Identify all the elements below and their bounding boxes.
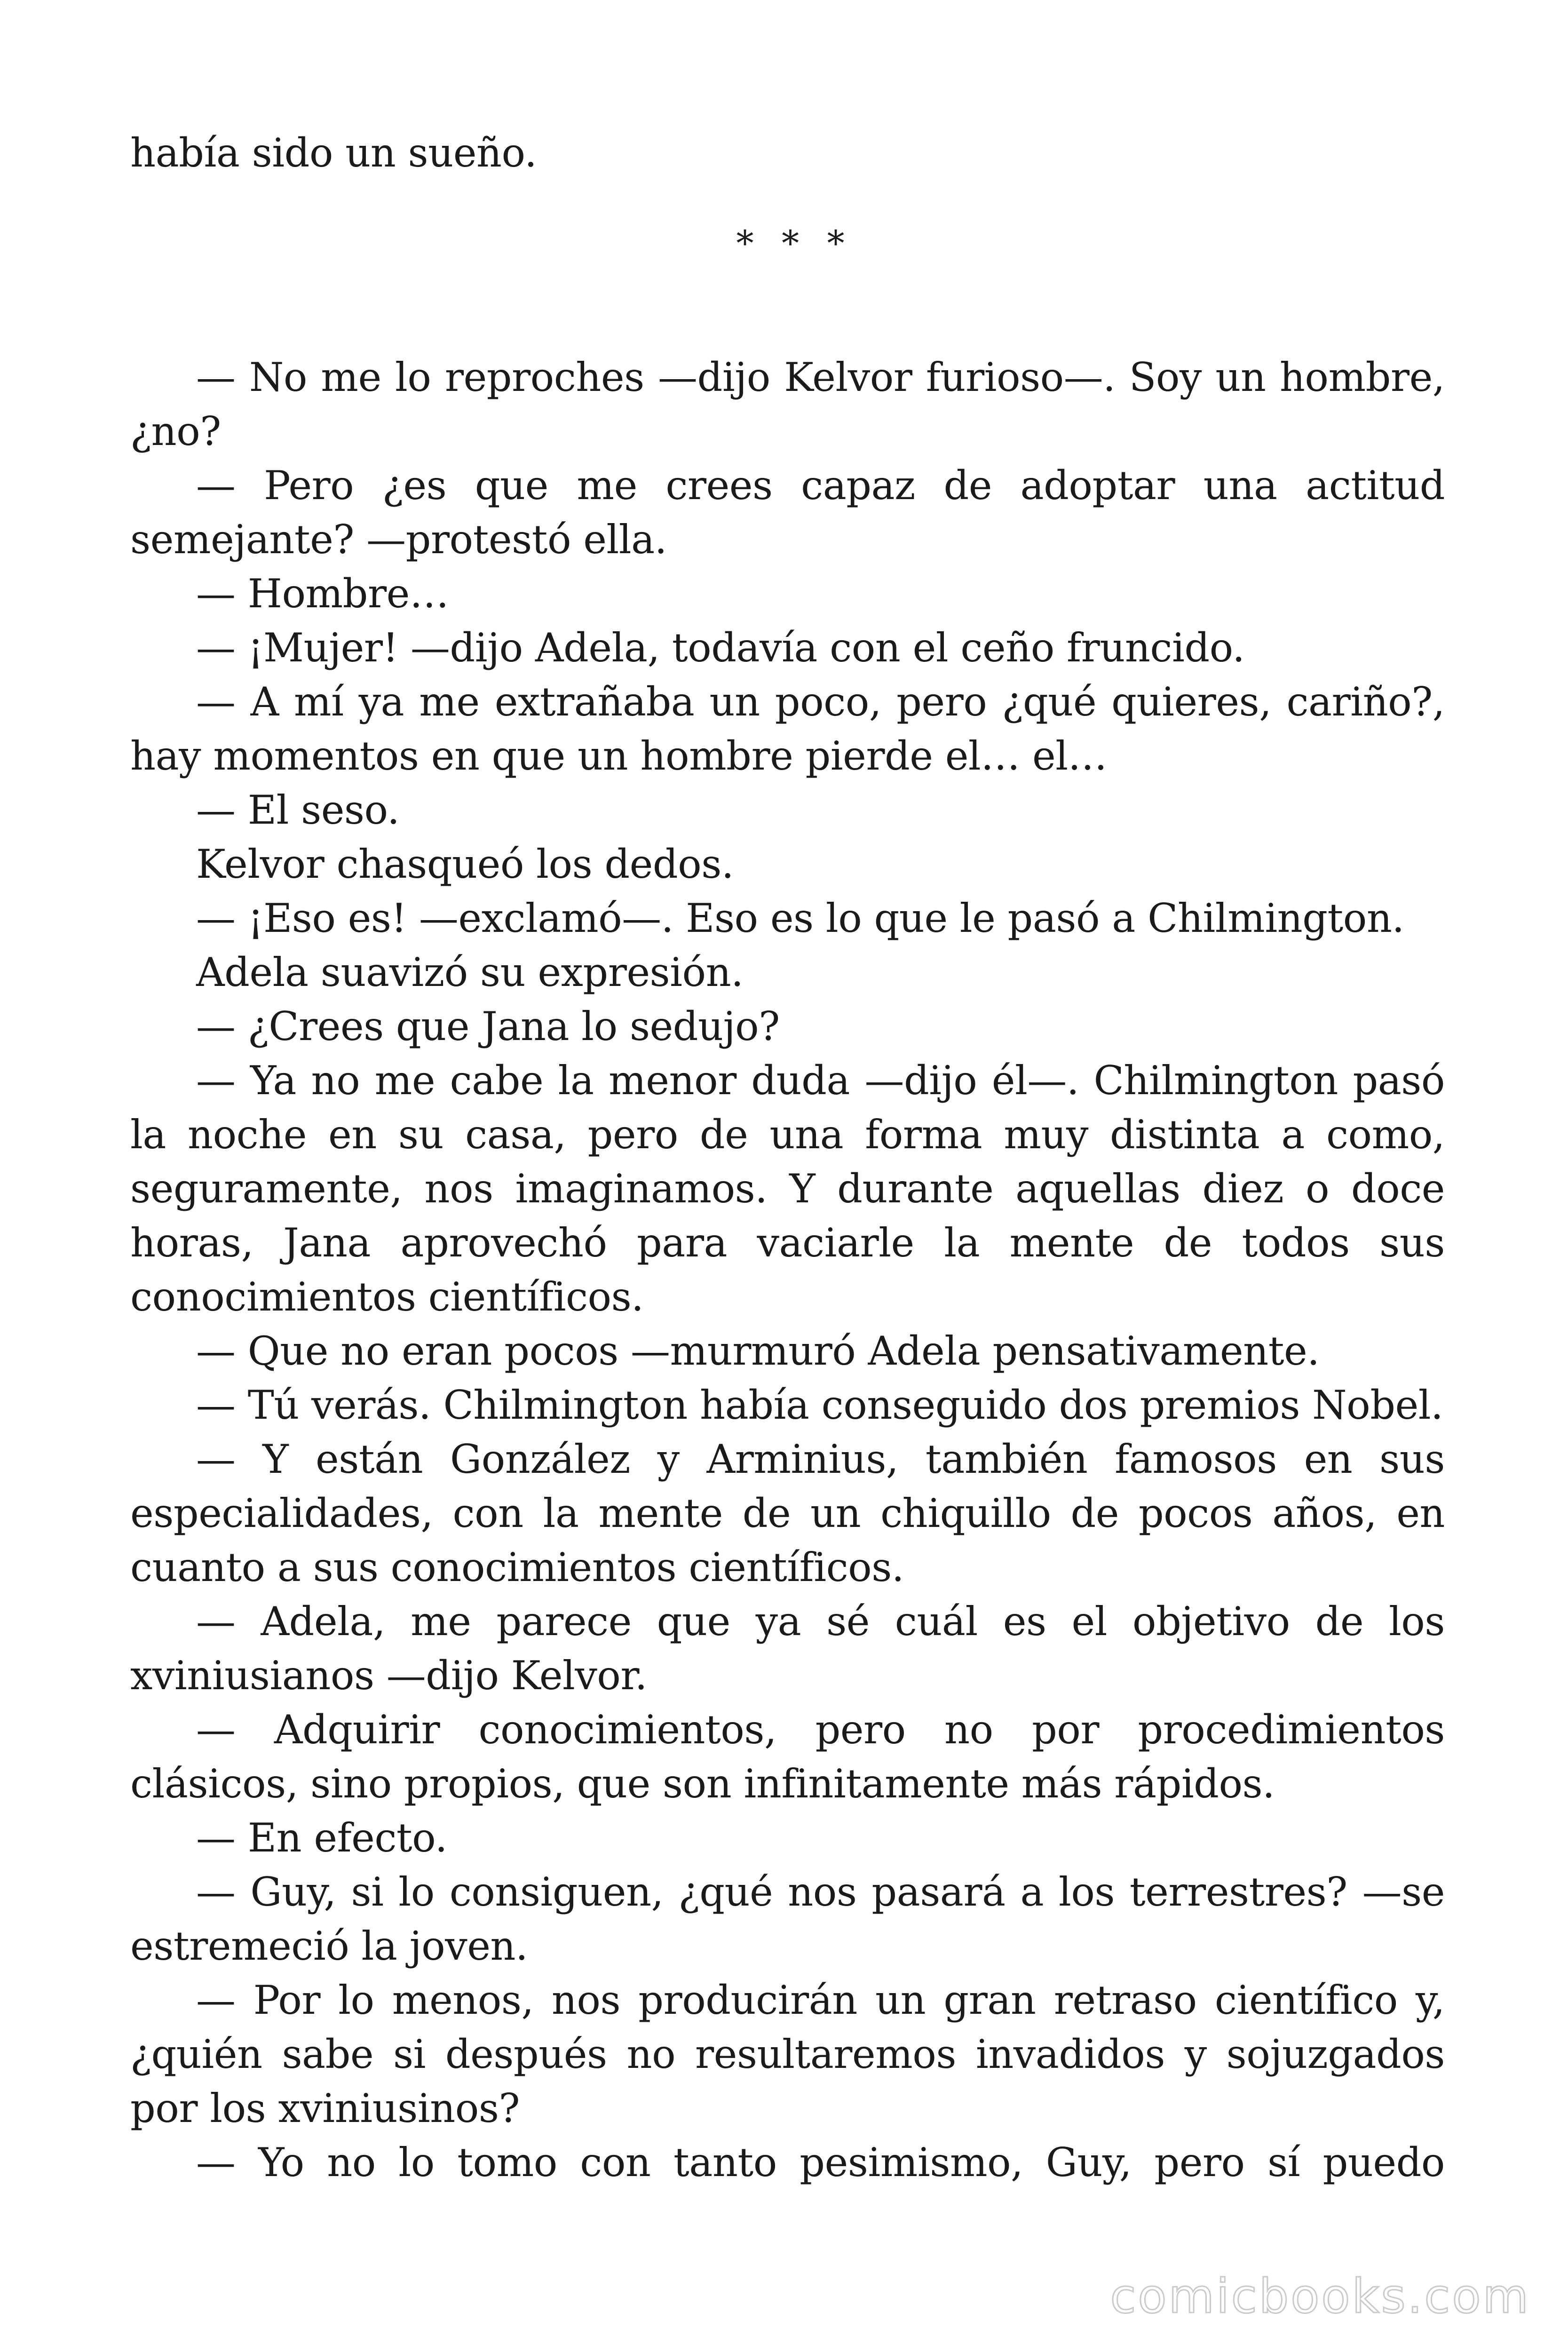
dialogue-paragraph: — A mí ya me extrañaba un poco, pero ¿qué quieres, cariño?, hay momentos en que un hombre pierde el… el… — [130, 679, 1445, 779]
dialogue-paragraph: — Guy, si lo consiguen, ¿qué nos pasará a los terrestres? —se estremeció la joven. — [130, 1869, 1445, 1969]
book-page-text — [130, 126, 1445, 2190]
dialogue-paragraph: — ¿Crees que Jana lo sedujo? — [196, 1003, 780, 1049]
narrative-paragraph: Adela suavizó su expresión. — [196, 949, 744, 995]
dialogue-paragraph: — Adquirir conocimientos, pero no por procedimientos clásicos, sino propios, que son infinitamente más rápidos. — [130, 1707, 1445, 1807]
dialogue-paragraph: — Pero ¿es que me crees capaz de adoptar una actitud semejante? —protestó ella. — [130, 462, 1445, 563]
dialogue-paragraph: — Tú verás. Chilmington había conseguido dos premios Nobel. — [196, 1382, 1443, 1428]
site-watermark: comicbooks.com — [1110, 2269, 1530, 2324]
dialogue-paragraph: — No me lo reproches —dijo Kelvor furioso—. Soy un hombre, ¿no? — [130, 354, 1445, 454]
scene-break-separator: * * * — [736, 223, 853, 264]
dialogue-paragraph: — Hombre… — [196, 571, 449, 617]
dialogue-paragraph: — Ya no me cabe la menor duda —dijo él—. Chilmington pasó la noche en su casa, pero de una forma muy distinta a como, seguramente, nos imaginamos. Y durante aquellas diez o doce horas, Jana aprovechó para vaciarle la mente de todos sus conocimientos científicos. — [130, 1057, 1445, 1320]
dialogue-paragraph: — En efecto. — [196, 1815, 447, 1861]
dialogue-paragraph: — ¡Eso es! —exclamó—. Eso es lo que le pasó a Chilmington. — [196, 895, 1404, 941]
dialogue-paragraph: — El seso. — [196, 787, 400, 833]
dialogue-paragraph: — Que no eran pocos —murmuró Adela pensativamente. — [196, 1328, 1320, 1374]
dialogue-paragraph: — Y están González y Arminius, también famosos en sus especialidades, con la mente de un chiquillo de pocos años, en cuanto a sus conocimientos científicos. — [130, 1436, 1445, 1590]
paragraph-continuation: había sido un sueño. — [130, 130, 537, 176]
dialogue-paragraph-cut: — Yo no lo tomo con tanto pesimismo, Guy, pero sí puedo — [196, 2139, 1445, 2185]
narrative-paragraph: Kelvor chasqueó los dedos. — [196, 841, 734, 887]
dialogue-paragraph: — Por lo menos, nos producirán un gran retraso científico y, ¿quién sabe si después no resultaremos invadidos y sojuzgados por los xviniusinos? — [130, 1977, 1445, 2131]
dialogue-paragraph: — Adela, me parece que ya sé cuál es el objetivo de los xviniusianos —dijo Kelvor. — [130, 1598, 1445, 1699]
dialogue-paragraph: — ¡Mujer! —dijo Adela, todavía con el ceño fruncido. — [196, 625, 1245, 671]
